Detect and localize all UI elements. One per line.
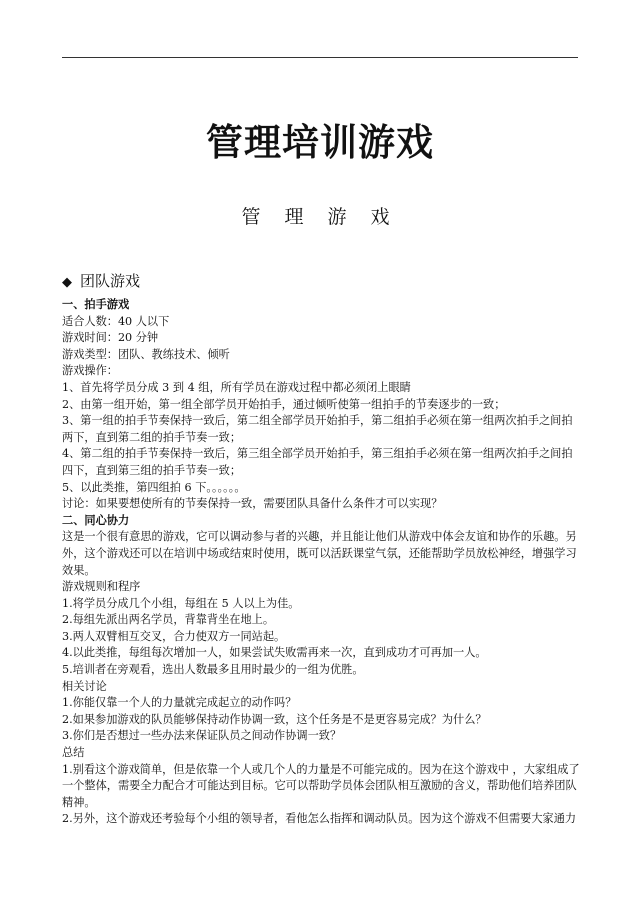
paragraph: 4.以此类推，每组每次增加一人，如果尝试失败需再来一次，直到成功才可再加一人。	[62, 646, 487, 660]
paragraph: 相关讨论	[62, 679, 107, 693]
paragraph: 2.如果参加游戏的队员能够保持动作协调一致，这个任务是不是更容易完成？为什么？	[62, 712, 487, 726]
game2-heading: 二、同心协力	[62, 513, 130, 527]
paragraph: 游戏时间：20 分钟	[62, 331, 159, 345]
paragraph: 3.你们是否想过一些办法来保证队员之间动作协调一致？	[62, 729, 342, 743]
header-rule	[62, 57, 578, 58]
paragraph: 2、由第一组开始，第一组全部学员开始拍手，通过倾听使第一组拍手的节奏逐步的一致；	[62, 397, 506, 411]
paragraph: 2.另外，这个游戏还考验每个小组的领导者，看他怎么指挥和调动队员。因为这个游戏不但需要大家通力	[62, 812, 577, 826]
paragraph: 1.将学员分成几个小组，每组在 5 人以上为佳。	[62, 596, 300, 610]
paragraph: 4、第二组的拍手节奏保持一致后，第三组全部学员开始拍手，第三组拍手必须在第一组两次拍手之间拍四下，直到第三组的拍手节奏一致；	[62, 447, 573, 477]
document-subtitle: 管 理 游 戏	[241, 206, 399, 228]
paragraph: 1.别看这个游戏简单，但是依靠一个人或几个人的力量是不可能完成的。因为在这个游戏中 ，大家组成了一个整体，需要全力配合才可能达到目标。它可以帮助学员体会团队相互激励的含义，帮助他们培养团队精神。	[62, 762, 580, 809]
paragraph: 游戏类型：团队、教练技术、倾听	[62, 347, 230, 361]
paragraph: 适合人数：40 人以下	[62, 314, 170, 328]
paragraph: 游戏规则和程序	[62, 580, 141, 594]
paragraph: 1.你能仅靠一个人的力量就完成起立的动作吗？	[62, 696, 297, 710]
paragraph: 1、首先将学员分成 3 到 4 组，所有学员在游戏过程中都必须闭上眼睛	[62, 380, 411, 394]
paragraph: 5.培训者在旁观看，选出人数最多且用时最少的一组为优胜。	[62, 663, 364, 677]
paragraph: 2.每组先派出两名学员，背靠背坐在地上。	[62, 613, 275, 627]
paragraph: 3.两人双臂相互交叉，合力使双方一同站起。	[62, 629, 286, 643]
game1-heading: 一、拍手游戏	[62, 298, 130, 311]
paragraph: 这是一个很有意思的游戏，它可以调动参与者的兴趣，并且能让他们从游戏中体会友谊和协作的乐趣。另外，这个游戏还可以在培训中场或结束时使用，既可以活跃课堂气氛，还能帮助学员放松神经，增强学习效果。	[62, 530, 577, 577]
paragraph: 游戏操作：	[62, 364, 118, 378]
paragraph: 总结	[62, 746, 85, 760]
document-title: 管理培训游戏	[206, 121, 434, 164]
section-title: 团队游戏	[80, 272, 141, 290]
paragraph: 讨论：如果要想使所有的节奏保持一致，需要团队具备什么条件才可以实现？	[62, 497, 443, 511]
paragraph: 3、第一组的拍手节奏保持一致后，第二组全部学员开始拍手，第二组拍手必须在第一组两次拍手之间拍两下，直到第二组的拍手节奏一致；	[62, 414, 573, 444]
diamond-bullet-icon: ◆	[62, 275, 72, 290]
section-heading	[62, 270, 140, 291]
document-body	[62, 297, 582, 828]
paragraph: 5、以此类推，第四组拍 6 下。。。。。。	[62, 480, 246, 494]
